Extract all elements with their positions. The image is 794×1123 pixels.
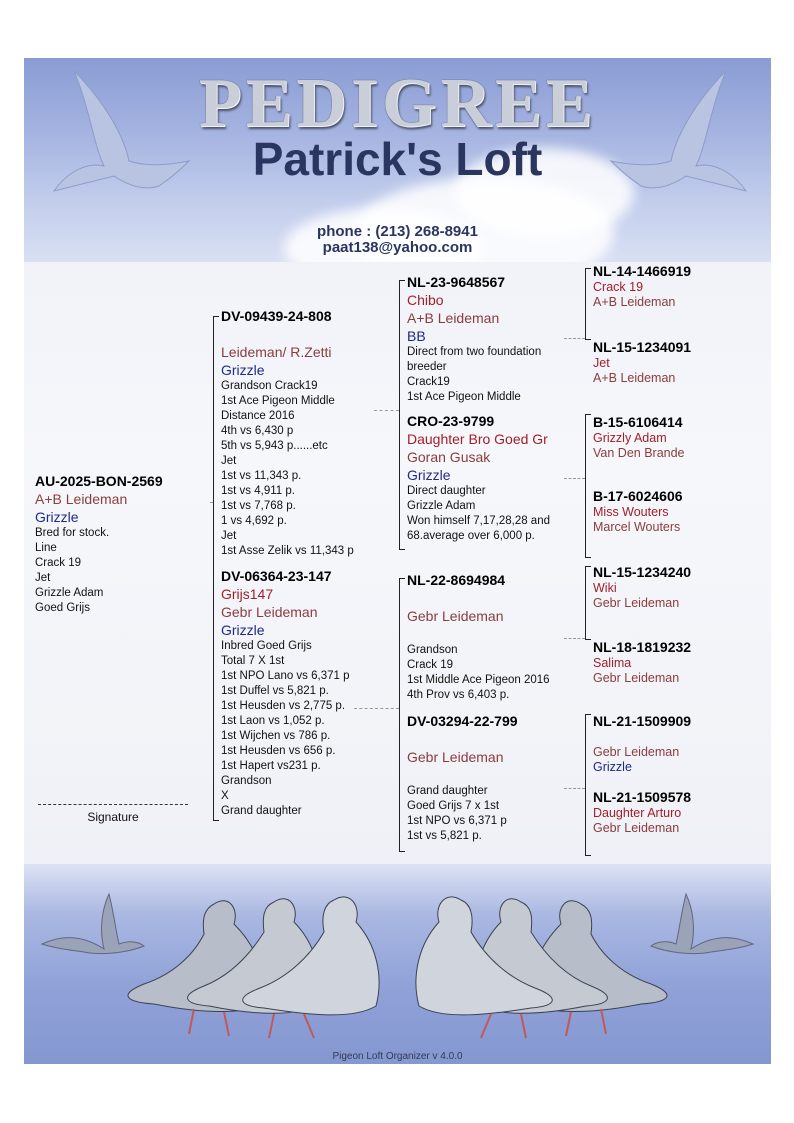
ring-number: NL-14-1466919 [593,263,692,279]
empty-name-line [407,730,587,748]
note-line: breeder [407,361,447,373]
note-line: Grandson Crack19 [221,380,318,392]
header-banner [24,58,771,262]
gen4-bracket [585,414,591,558]
note-line: 1st Ace Pigeon Middle [221,395,335,407]
note-line: 4th Prov vs 6,403 p. [407,689,510,701]
pigeon-name: Daughter Bro Goed Gr [407,431,548,447]
note-line: Goed Grijs [35,602,90,614]
note-line: 1st Heusden vs 656 p. [221,745,336,757]
note-line: Bred for stock. [35,527,110,539]
note-line: 1st Hapert vs231 p. [221,760,321,772]
note-line: Line [35,542,57,554]
note-line: Grizzle Adam [35,587,104,599]
note-line: Total 7 X 1st [221,655,285,667]
gen4-card [593,487,768,535]
gen4-card [593,413,768,461]
note-line: 1st Middle Ace Pigeon 2016 [407,674,550,686]
note-line: 1st NPO vs 6,371 p [407,815,507,827]
breeder: A+B Leideman [35,491,128,507]
gen4-bracket [585,566,591,640]
color: Grizzle [407,467,451,483]
gen4-bracket [585,714,591,856]
breeder: A+B Leideman [593,371,676,385]
breeder: A+B Leideman [407,310,500,326]
empty-name-line [407,589,587,607]
note-line: Jet [221,455,237,467]
gen4-bracket [585,268,591,340]
ring-number: NL-15-1234240 [593,564,692,580]
note-line: Crack 19 [35,557,82,569]
color: Grizzle [593,760,632,774]
gen4-card [593,712,768,775]
note-line: Direct from two foundation [407,346,542,358]
note-line: Won himself 7,17,28,28 and [407,515,550,527]
note-line: 68.average over 6,000 p. [407,530,535,542]
pigeon-name: Chibo [407,292,444,308]
note-line: Grand daughter [221,805,302,817]
note-line: 1st Heusden vs 2,775 p. [221,700,346,712]
connector-line [374,410,399,411]
ring-number: B-17-6024606 [593,488,683,504]
note-line: Jet [221,530,237,542]
note-line: Crack 19 [407,659,454,671]
ring-number: NL-15-1234091 [593,339,692,355]
note-line: Grandson [407,644,458,656]
footer-banner [24,864,771,1064]
pigeon-name: Crack 19 [593,280,644,294]
note-line: Distance 2016 [221,410,295,422]
note-line: 1st vs 4,911 p. [221,485,295,497]
breeder: Gebr Leideman [593,596,680,610]
pigeon-name: Miss Wouters [593,505,669,519]
ring-number: DV-03294-22-799 [407,713,518,729]
note-line: 5th vs 5,943 p......etc [221,440,328,452]
note-line: 1 vs 4,692 p. [221,515,287,527]
software-version: Pigeon Loft Organizer v 4.0.0 [332,1051,463,1062]
note-line: Direct daughter [407,485,486,497]
note-line: Crack19 [407,376,450,388]
grandsire-sire-card [407,273,587,405]
pigeon-name: Salima [593,656,632,670]
pedigree-sheet [24,58,771,1064]
empty-color-line [407,625,587,643]
breeder: A+B Leideman [593,295,676,309]
note-line: Grand daughter [407,785,488,797]
connector-line [564,338,585,339]
ring-number: NL-18-1819232 [593,639,692,655]
gen4-card [593,563,768,611]
email-address: paat138@yahoo.com [322,239,473,256]
ring-number: AU-2025-BON-2569 [35,473,163,489]
pigeon-name: Grizzly Adam [593,431,667,445]
pigeons-illustration-icon [24,864,771,1064]
breeder: Leideman/ R.Zetti [221,344,332,360]
note-line: 4th vs 6,430 p [221,425,294,437]
breeder: Gebr Leideman [593,671,680,685]
granddam-dam-card [407,712,587,844]
pigeon-name: Grijs147 [221,586,274,602]
empty-name-line [593,730,768,745]
note-line: 1st Wijchen vs 786 p. [221,730,331,742]
color: Grizzle [221,622,265,638]
connector-line [564,478,585,479]
pigeon-name: Wiki [593,581,617,595]
pedigree-title: PEDIGREE [198,65,597,142]
dam-card [221,567,401,819]
sire-parents-bracket [399,280,405,550]
color: Grizzle [35,509,79,525]
empty-name-line [221,325,401,343]
ring-number: DV-06364-23-147 [221,568,332,584]
breeder: Goran Gusak [407,449,491,465]
breeder: Gebr Leideman [407,608,504,624]
note-line: Grizzle Adam [407,500,476,512]
ring-number: NL-21-1509578 [593,789,692,805]
pigeon-name: Daughter Arturo [593,806,682,820]
breeder: Gebr Leideman [407,749,504,765]
subject-card [35,472,210,616]
connector-line [564,638,585,639]
note-line: 1st vs 7,768 p. [221,500,296,512]
gen4-card [593,262,768,310]
signature-label: Signature [87,810,139,824]
note-line: Inbred Goed Grijs [221,640,312,652]
breeder: Van Den Brande [593,446,685,460]
parents-bracket [213,316,219,821]
signature-line [38,804,188,805]
granddam-sire-card [407,412,587,544]
ring-number: B-15-6106414 [593,414,683,430]
note-line: 1st Asse Zelik vs 11,343 p [221,545,354,557]
breeder: Gebr Leideman [593,821,680,835]
connector-line [354,708,399,709]
gen4-card [593,638,768,686]
connector-line [564,788,585,789]
color: BB [407,328,426,344]
breeder: Gebr Leideman [221,604,318,620]
phone-number: phone : (213) 268-8941 [317,223,478,240]
ring-number: NL-23-9648567 [407,274,506,290]
pigeon-name: Jet [593,356,610,370]
ring-number: NL-21-1509909 [593,713,692,729]
note-line: Goed Grijs 7 x 1st [407,800,500,812]
loft-name: Patrick's Loft [252,133,543,185]
note-line: 1st Duffel vs 5,821 p. [221,685,329,697]
empty-color-line [407,766,587,784]
breeder: Marcel Wouters [593,520,681,534]
gen4-card [593,788,768,836]
note-line: Jet [35,572,51,584]
note-line: Grandson [221,775,272,787]
sire-card [221,307,401,559]
note-line: 1st vs 11,343 p. [221,470,302,482]
note-line: 1st Ace Pigeon Middle [407,391,521,403]
ring-number: CRO-23-9799 [407,413,495,429]
ring-number: NL-22-8694984 [407,572,506,588]
ring-number: DV-09439-24-808 [221,308,332,324]
grandsire-dam-card [407,571,587,703]
note-line: 1st Laon vs 1,052 p. [221,715,325,727]
note-line: 1st NPO Lano vs 6,371 p [221,670,350,682]
gen4-card [593,338,768,386]
note-line: 1st vs 5,821 p. [407,830,482,842]
breeder: Gebr Leideman [593,745,680,759]
color: Grizzle [221,362,265,378]
dam-parents-bracket [399,578,405,852]
note-line: X [221,790,229,802]
